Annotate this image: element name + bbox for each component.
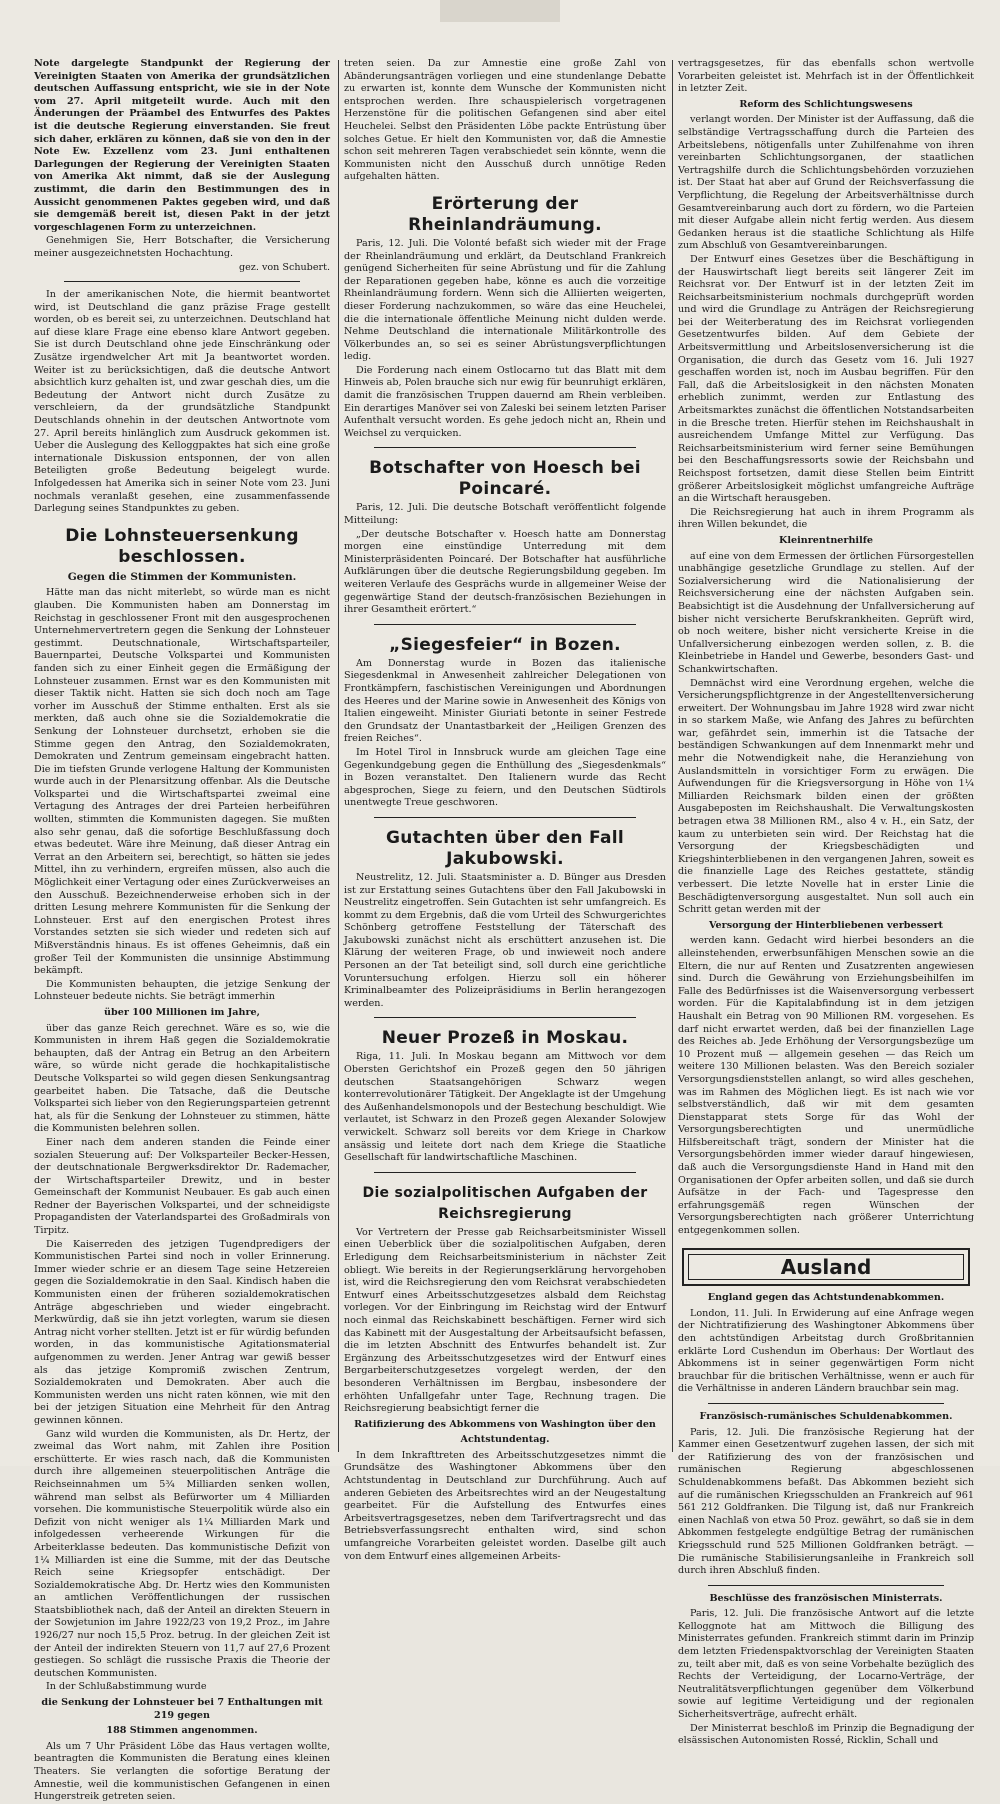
paragraph: Der Ministerrat beschloß im Prinzip die Begnadigung der elsässischen Autonomisten Rossé, Ricklin, Schall und xyxy=(678,1722,974,1747)
subheadline: Gegen die Stimmen der Kommunisten. xyxy=(67,570,297,583)
paragraph: London, 11. Juli. In Erwiderung auf eine Anfrage wegen der Nichtratifizierung des Washingtoner Abkommens über den achtstündigen Arbeitstag durch Großbritannien erklärte Lord Cushendun im Oberhaus: Der Wortlaut des Abkommens ist in seiner gegenwärtigen Form nicht brauchbar für die britischen Verhältnisse, wenn er auch für die Verhältnisse in anderen Ländern brauchbar sein mag. xyxy=(678,1307,974,1395)
paragraph: Die Kaiserreden des jetzigen Tugendpredigers der Kommunistischen Partei sind noch in voller Erinnerung. Immer wieder schrie er an diesem Tage seine Hetzereien gegen die Sozialdemokratie in den Saal. Kindisch haben die Kommunisten einen der früheren sozialdemokratischen Anträge abgeschrieben und wieder eingebracht. Merkwürdig, daß sie ihn jetzt vorlegten, warum sie diesen Antrag nicht vorher stellten. Jetzt ist er für würdig befunden worden, in das kommunistische Agitationsmaterial aufgenommen zu werden. Jener Antrag war gewiß besser als das jetzige Kompromiß zwischen Zentrum, Sozialdemokraten und Demokraten. Aber auch die Kommunisten werden uns nicht raten können, wie mit den bei der jetzigen Situation eine Mehrheit für den Antrag gewinnen können. xyxy=(34,1238,330,1426)
column-middle xyxy=(344,58,666,1562)
headline-moskau: Neuer Prozeß in Moskau. xyxy=(381,1028,629,1049)
divider xyxy=(708,1585,944,1586)
paragraph: verlangt worden. Der Minister ist der Auffassung, daß die selbständige Vertragsschaffung durch die Parteien des Arbeitslebens, nötigenfalls unter Zuhilfenahme von ihren vereinbarten Schlichtungsorganen, der staatlichen Vertragshilfe durch die Schlichtungsbehörden vorzuziehen ist. Der Staat hat aber auf Grund der Reichsverfassung die Verpflichtung, die Regelung der Arbeitsverhältnisse durch Gesamtvereinbarung auch dort zu fördern, wo die Parteien mit dieser Aufgabe allein nicht fertig werden. Aus diesem Gedanken heraus ist die staatliche Schlichtung als Hilfe zum Abschluß von Gesamtvereinbarungen. xyxy=(678,114,974,252)
divider xyxy=(64,281,300,282)
paragraph: Die Forderung nach einem Ostlocarno tut das Blatt mit dem Hinweis ab, Polen brauche sich nur ewig für beunruhigt erklären, damit die französischen Truppen dauernd am Rhein verbleiben. Ein derartiges Manöver sei von Zaleski bei seinem letzten Pariser Aufenthalt versucht worden. Es gehe jedoch nicht an, Rhein und Weichsel zu verquicken. xyxy=(344,364,666,439)
highlight-line: die Senkung der Lohnsteuer bei 7 Enthaltungen mit 219 gegen xyxy=(41,1697,323,1721)
headline-rheinland: Erörterung der Rheinlandräumung. xyxy=(408,193,602,235)
paragraph: Der Entwurf eines Gesetzes über die Beschäftigung in der Hauswirtschaft liegt bereits seit längerer Zeit im Reichsrat vor. Der Entwurf ist in der letzten Zeit im Reichsarbeitsministerium nochmals durchgeprüft worden und wird die Grundlage zu Anträgen der Reichsregierung bei der Weiterberatung des im Reichsrat vorliegenden Gesetzentwurfes bilden. Auf dem Gebiete der Arbeitsvermittlung und Arbeitslosenversicherung ist die Organisation, die durch das Gesetz vom 16. Juli 1927 geschaffen worden ist, noch im Ausbau begriffen. Für den Fall, daß die Arbeitslosigkeit in den nächsten Monaten erheblich zunimmt, werden zur Entlastung des Arbeitsmarktes zunächst die öffentlichen Notstandsarbeiten in die Bresche treten. Hierfür stehen im Reichshaushalt in ausreichendem Umfange Mittel zur Verfügung. Das Reichsarbeitsministerium wird ferner seine Bemühungen bei den Beschaffungsressorts sowie der Reichsbahn und Reichspost fortsetzen, damit diese Stellen beim Eintritt größerer Arbeitslosigkeit möglichst umfangreiche Aufträge an die Wirtschaft herausgeben. xyxy=(678,253,974,505)
paragraph: Die Reichsregierung hat auch in ihrem Programm als ihren Willen bekundet, die xyxy=(678,506,974,531)
paragraph: über das ganze Reich gerechnet. Wäre es so, wie die Kommunisten in ihrem Haß gegen die Sozialdemokratie behaupten, daß der Antrag ein Betrug an den Arbeitern wäre, so würde nicht gerade die hochkapitalistische Deutsche Volkspartei so wild gegen diesen Senkungsantrag gearbeitet haben. Die Tatsache, daß die Deutsche Volkspartei sich lieber von den Regierungsparteien getrennt hat, als für die Senkung der Lohnsteuer zu stimmen, hätte die Kommunisten belehren sollen. xyxy=(34,1022,330,1135)
highlight-line: 188 Stimmen angenommen. xyxy=(106,1725,258,1737)
divider xyxy=(374,1172,636,1173)
paragraph: Im Hotel Tirol in Innsbruck wurde am gleichen Tage eine Gegenkundgebung gegen die Enthüllung des „Siegesdenkmals“ in Bozen veranstaltet. Den Italienern wurde das Recht abgesprochen, Siege zu feiern, und den Deutschen Südtirols unentwegte Treue geschworen. xyxy=(344,746,666,809)
highlight-line: Achtstundentag. xyxy=(460,1434,550,1446)
divider xyxy=(708,1403,944,1404)
paragraph: „Der deutsche Botschafter v. Hoesch hatte am Donnerstag morgen eine einstündige Unterredung mit dem Ministerpräsidenten Poincaré. Der Botschafter hat ausführliche Aufklärungen über die deutsche Regierungsbildung gegeben. Im weiteren Verlaufe des Gesprächs wurde in allgemeiner Weise der gegenwärtige Stand der deutsch-französischen Beziehungen in ihrer Gesamtheit erörtert.“ xyxy=(344,528,666,616)
headline-jakubowski: Gutachten über den Fall Jakubowski. xyxy=(386,827,624,869)
signature: gez. von Schubert. xyxy=(238,261,330,273)
paragraph: vertragsgesetzes, für das ebenfalls schon wertvolle Vorarbeiten geleistet ist. Mehrfach ist in der Öffentlichkeit in letzter Zeit. xyxy=(678,58,974,95)
paragraph: Paris, 12. Juli. Die Volonté befaßt sich wieder mit der Frage der Rheinlandräumung und erklärt, da Deutschland Frankreich genügend Sicherheiten für seine Abrüstung und für die Zahlung der Reparationen gegeben habe, könne es auch die vorzeitige Rheinlandräumung fordern. Wenn sich die Alliierten weigerten, dieser Forderung nachzukommen, so wäre das eine Heuchelei, die die internationale öffentliche Meinung nicht dulden werde. Nehme Deutschland die internationale Militärkontrolle des Völkerbundes an, so sei es seiner Abrüstungsverpflichtungen ledig. xyxy=(344,237,666,363)
paragraph: Paris, 12. Juli. Die französische Antwort auf die letzte Kelloggnote hat am Mittwoch die Billigung des Ministerrates gefunden. Frankreich stimmt darin im Prinzip dem letzten Friedenspaktvorschlag der Vereinigten Staaten zu, teilt aber mit, daß es von seine Vorbehalte bezüglich des Rechts der Verteidigung, der Locarno-Verträge, der Neutralitätsverpflichtungen gegenüber dem Völkerbund sowie auf legitime Verteidigung und der regionalen Sicherheitsverträge, aufrecht erhält. xyxy=(678,1608,974,1721)
headline-bozen: „Siegesfeier“ in Bozen. xyxy=(389,634,621,655)
paragraph: Die Kommunisten behaupten, die jetzige Senkung der Lohnsteuer bedeute nichts. Sie beträgt immerhin xyxy=(34,978,330,1003)
paragraph: In der Schlußabstimmung wurde xyxy=(46,1681,207,1693)
column-left xyxy=(34,58,330,1803)
paragraph: In der amerikanischen Note, die hiermit beantwortet wird, ist Deutschland die ganz präzise Frage gestellt worden, ob es bereit sei, zu unterzeichnen. Deutschland hat auf diese klare Frage eine ebenso klare Antwort gegeben. Sie ist durch Deutschland ohne jede Einschränkung oder Zusätze irgendwelcher Art mit Ja beantwortet worden. Weiter ist zu berücksichtigen, daß die deutsche Antwort absichtlich kurz gehalten ist, und zwar geschah dies, um die Bedeutung der Antwort nicht durch Zusätze zu verschleiern, da der grundsätzliche Standpunkt Deutschlands ohnehin in der deutschen Antwortnote vom 27. April bereits hinlänglich zum Ausdruck gekommen ist. Ueber die Auslegung des Kelloggpaktes hat sich eine große internationale Diskussion entsponnen, der von allen Beteiligten große Bedeutung beigelegt wurde. Infolgedessen hat Amerika sich in seiner Note vom 23. Juni nochmals veranlaßt gesehen, eine zusammenfassende Darlegung seines Standpunktes zu geben. xyxy=(34,289,330,515)
divider xyxy=(374,624,636,625)
paragraph: Hätte man das nicht miterlebt, so würde man es nicht glauben. Die Kommunisten haben am Donnerstag im Reichstag in geschlossener Front mit den ausgesprochenen Unternehmervertretern gegen die Senkung der Lohnsteuer gestimmt. Deutschnationale, Wirtschaftsparteiler, Bauernpartei, Deutsche Volkspartei und Kommunisten fanden sich zu einer Einheit gegen die Ermäßigung der Lohnsteuer zusammen. Ernst war es den Kommunisten mit dieser Taktik nicht. Hatten sie sich doch noch am Tage vorher im Ausschuß der Stimme enthalten. Erst als sie merkten, daß auch ohne sie die Sozialdemokratie die Senkung der Lohnsteuer durchsetzt, erhoben sie die Stimme gegen den Antrag, den Sozialdemokraten, Demokraten und Zentrum gemeinsam eingebracht hatten. Die im tiefsten Grunde verlogene Haltung der Kommunisten wurde auch in der Plenarsitzung offenbar. Als die Deutsche Volkspartei und die Wirtschaftspartei zweimal eine Vertagung des Antrages der drei Parteien herbeiführen wollten, stimmten die Kommunisten dagegen. Sie mußten also sehr genau, daß die sofortige Beschlußfassung doch etwas bedeutet. Wäre ihre Meinung, daß dieser Antrag ein Verrat an den Arbeitern sei, berechtigt, so hätten sie jedes Mittel, ihn zu verhindern, ergreifen müssen, also auch die Möglichkeit einer Vertagung oder eines Zurückverweises an den Ausschuß. Bezeichnenderweise erhoben sich in der dritten Lesung mehrere Kommunisten für die Senkung der Lohnsteuer. Erst auf den energischen Protest ihres Vorstandes setzten sie sich wieder und redeten sich auf Mißverständnis hinaus. Es ist offenes Geheimnis, daß ein großer Teil der Kommunisten die unsinnige Abstimmung bekämpft. xyxy=(34,587,330,977)
paragraph: Demnächst wird eine Verordnung ergehen, welche die Versicherungspflichtgrenze in der Angestelltenversicherung erweitert. Der Wohnungsbau im Jahre 1928 wird zwar nicht in so starkem Maße, wie Anfang des Jahres zu befürchten war, gefährdet sein, immerhin ist die Tatsache der beständigen Schwankungen auf dem Innenmarkt mehr und mehr die Notwendigkeit nahe, die Heranziehung von Auslandsmitteln in vorsichtiger Form zu erwägen. Die Aufwendungen für die Kriegsversorgung in Höhe von 1¼ Milliarden Reichsmark bilden einen der größten Ausgabeposten im Reichshaushalt. Die Verwaltungskosten betragen etwa 38 Millionen RM., also 4 v. H., ein Satz, der kaum zu unterbieten sein wird. Der Reichstag hat die Versorgung der Kriegsbeschädigten und Kriegshinterbliebenen in den vergangenen Jahren, soweit es die finanzielle Lage des Reiches gestattete, ständig verbessert. Die letzte Novelle hat in erster Linie die Beschädigtenversorgung ausgestaltet. Nun soll auch ein Schritt getan werden mit der xyxy=(678,677,974,916)
paragraph: Genehmigen Sie, Herr Botschafter, die Versicherung meiner ausgezeichnetsten Hochachtung. xyxy=(34,235,330,259)
highlight-line: Ratifizierung des Abkommens von Washington über den xyxy=(354,1418,656,1430)
subheadline: Kleinrentnerhilfe xyxy=(779,534,873,546)
headline-sozialpolitik: Die sozialpolitischen Aufgaben der Reichsregierung xyxy=(362,1184,648,1222)
column-rule xyxy=(338,60,339,1452)
paragraph: Ganz wild wurden die Kommunisten, als Dr. Hertz, der zweimal das Wort nahm, mit Zahlen ihre Position erschütterte. Er wies rasch nach, daß die Kommunisten durch ihre allgemeinen steuerpolitischen Anträge die Reichseinnahmen um 5¾ Milliarden senken wollen, während man selbst als Befürworter um 4 Milliarden vorsehen. Die kommunistische Steuerpolitik würde also ein Defizit von nicht weniger als 1¼ Milliarden Mark und infolgedessen verheerende Wirkungen für die Arbeiterklasse bedeuten. Das kommunistische Defizit von 1¼ Milliarden ist eine die Summe, mit der das Deutsche Reich seine Kriegsopfer entschädigt. Der Sozialdemokratische Abg. Dr. Hertz wies den Kommunisten an amtlichen Veröffentlichungen der russischen Staatsbibliothek nach, daß der Anteil an direkten Steuern in der Sowjetunion im Jahre 1922/23 von 19,2 Proz., im Jahre 1926/27 nur noch 15,5 Proz. betrug. In der gleichen Zeit ist der Anteil der indirekten Steuern von 11,7 auf 27,6 Prozent gestiegen. So schlägt die russische Praxis die Theorie der deutschen Kommunisten. xyxy=(34,1428,330,1679)
section-box-ausland xyxy=(682,1248,970,1287)
subheadline: Reform des Schlichtungswesens xyxy=(739,98,913,110)
subheadline: Französisch-rumänisches Schuldenabkommen. xyxy=(699,1410,953,1422)
paragraph: treten seien. Da zur Amnestie eine große Zahl von Abänderungsanträgen vorliegen und eine stundenlange Debatte zu erwarten ist, konnte dem Wunsche der Kommunisten nicht entsprochen werden. Ihre schauspielerisch vorgetragenen Herzenstöne für die politischen Gefangenen sind aber eitel Heuchelei. Selbst den Präsidenten Löbe packte Entrüstung über solches Getue. Er hielt den Kommunisten vor, daß die Amnestie schon seit mehreren Tagen verabschiedet sein könnte, wenn die Kommunisten nicht den Ausschuß durch unnötige Reden aufgehalten hätten. xyxy=(344,58,666,183)
subheadline: England gegen das Achtstundenabkommen. xyxy=(707,1292,945,1304)
paragraph: Am Donnerstag wurde in Bozen das italienische Siegesdenkmal in Anwesenheit zahlreicher Delegationen von Frontkämpfern, faschistischen Vereinigungen und Abordnungen des Heeres und der Marine sowie in Anwesenheit des Königs von Italien eingeweiht. Minister Giuriati betonte in seiner Festrede den Grundsatz der Unantastbarkeit der „Heiligen Grenzen des freien Reiches“. xyxy=(344,657,666,745)
paragraph: Als um 7 Uhr Präsident Löbe das Haus vertagen wollte, beantragten die Kommunisten die Beratung eines kleinen Theaters. Sie verlangten die sofortige Beratung der Amnestie, weil die kommunistischen Gefangenen in einen Hungerstreik getreten seien. xyxy=(34,1740,330,1803)
headline-lohnsteuer: Die Lohnsteuersenkung beschlossen. xyxy=(65,525,299,567)
paragraph: Note dargelegte Standpunkt der Regierung der Vereinigten Staaten von Amerika der grundsätzlichen deutschen Auffassung entspricht, wie sie in der Note vom 27. April mitgeteilt wurde. Auch mit den Änderungen der Präambel des Entwurfes des Paktes ist die deutsche Regierung einverstanden. Sie freut sich daher, erklären zu können, daß sie von den in der Note Ew. Exzellenz vom 23. Juni enthaltenen Darlegungen der Regierung der Vereinigten Staaten von Amerika Akt nimmt, daß sie der Auslegung zustimmt, die darin den Bestimmungen des in Aussicht genommenen Paktes gegeben wird, und daß sie demgemäß bereit ist, diesen Pakt in der jetzt vorgeschlagenen Form zu unterzeichnen. xyxy=(34,58,330,233)
headline-hoesch: Botschafter von Hoesch bei Poincaré. xyxy=(369,458,641,500)
divider xyxy=(374,447,636,448)
divider xyxy=(374,817,636,818)
paragraph: Riga, 11. Juli. In Moskau begann am Mittwoch vor dem Obersten Gerichtshof ein Prozeß gegen den 50 jährigen deutschen Staatsangehörigen Schwarz wegen konterrevolutionärer Tätigkeit. Der Angeklagte ist der Umgehung des Außenhandelsmonopols und der Bestechung beschuldigt. Wie verlautet, ist Schwarz in den Prozeß gegen Alexander Solowjew verwickelt. Schwarz soll bereits vor dem Kriege in Charkow ansässig und leitete dort nach dem Kriege die Staatliche Gesellschaft für landwirtschaftliche Maschinen. xyxy=(344,1051,666,1164)
column-right xyxy=(678,58,974,1747)
paragraph: Vor Vertretern der Presse gab Reichsarbeitsminister Wissell einen Ueberblick über die sozialpolitischen Aufgaben, deren Erledigung dem Reichsarbeitsministerium in nächster Zeit obliegt. Wie bereits in der Regierungserklärung hervorgehoben ist, wird die Reichsregierung den vom Reichsrat verabschiedeten Entwurf eines Arbeitsschutzgesetzes alsbald dem Reichstag vorlegen. Vor der Einbringung im Reichstag wird der Entwurf noch einmal das Reichskabinett beschäftigen. Ferner wird sich das Kabinett mit der Ausgestaltung der Arbeitsaufsicht befassen, die im letzten Abschnitt des Entwurfes behandelt ist. Zur Ergänzung des Arbeitsschutzgesetzes wird der Entwurf eines Bergarbeiterschutzgesetzes vorgelegt werden, der den besonderen Verhältnissen im Bergbau, insbesondere der erhöhten Unfallgefahr unter Tage, Rechnung tragen. Die Reichsregierung beabsichtigt ferner die xyxy=(344,1226,666,1415)
subheadline: Versorgung der Hinterbliebenen verbessert xyxy=(708,919,943,931)
highlight-line: über 100 Millionen im Jahre, xyxy=(104,1006,260,1018)
paragraph: Paris, 12. Juli. Die deutsche Botschaft veröffentlicht folgende Mitteilung: xyxy=(344,502,666,527)
paragraph: Einer nach dem anderen standen die Feinde einer sozialen Steuerung auf: Der Volksparteiler Becker-Hessen, der deutschnationale Bergwerksdirektor Dr. Rademacher, der Wirtschaftsparteiler Drewitz, und in bester Gemeinschaft der Kommunist Neubauer. Es gab auch einen Redner der Bayerischen Volkspartei, und der schneidigste Propagandisten der Vaterlandspartei des Großadmirals von Tirpitz. xyxy=(34,1136,330,1237)
paragraph: werden kann. Gedacht wird hierbei besonders an die alleinstehenden, erwerbsunfähigen Menschen sowie an die Eltern, die nur auf Renten und Zusatzrenten angewiesen sind. Durch die Gewährung von Erziehungsbeihilfen im Falle des Bedürfnisses ist die Waisenversorgung verbessert worden. Für die Kapitalabfindung ist in dem jetzigen Haushalt ein Betrag von 90 Millionen RM. vorgesehen. Es darf nicht erwartet werden, daß bei der finanziellen Lage des Reiches ab. Jede Erhöhung der Versorgungsbezüge um 10 Prozent muß — allgemein gesehen — das Reich um weitere 130 Millionen belasten. Was den Bereich sozialer Versorgungsdienststellen anlangt, so wird alles geschehen, was im Rahmen des Möglichen liegt. Es ist nach wie vor selbstverständlich, daß wir mit dem gesamten Dienstapparat stets Sorge für das Wohl der Versorgungsberechtigten und unermüdliche Hilfsbereitschaft trägt, sondern der Minister hat die Versorgungsbehörden immer wieder darauf hingewiesen, daß auch die Versorgungsdienste Hand in Hand mit den Organisationen der Opfer arbeiten sollen, und daß sie durch Aufsätze in der Fach- und Tagespresse den erfahrungsgemäß regen Wünschen der Versorgungsberechtigten nach größerer Unterrichtung entgegenkommen sollen. xyxy=(678,935,974,1237)
torn-edge-mark xyxy=(440,0,560,22)
column-rule xyxy=(672,60,673,1452)
section-title: Ausland xyxy=(688,1254,964,1281)
paragraph: Paris, 12. Juli. Die französische Regierung hat der Kammer einen Gesetzentwurf zugehen lassen, der sich mit der Ratifizierung des von der französischen und rumänischen Regierung abgeschlossenen Schuldenabkommens befaßt. Das Abkommen bezieht sich auf die rumänischen Kriegsschulden an Frankreich auf 961 561 212 Goldfranken. Die Tilgung ist, daß nur Frankreich einen Nachlaß von etwa 50 Proz. gewährt, so daß sie in dem Abkommen festgelegte endgültige Betrag der rumänischen Kriegsschuld rund 525 Millionen Goldfranken beträgt. — Die rumänische Stabilisierungsanleihe in Frankreich soll durch ihren Abschluß finden. xyxy=(678,1426,974,1577)
paragraph: Neustrelitz, 12. Juli. Staatsminister a. D. Bünger aus Dresden ist zur Erstattung seines Gutachtens über den Fall Jakubowski in Neustrelitz eingetroffen. Sein Gutachten ist sehr umfangreich. Es kommt zu dem Ergebnis, daß die vom Urteil des Schwurgerichtes Schönberg getroffene Feststellung der Täterschaft des Jakubowski zunächst nicht als erschüttert anzusehen ist. Die Klärung der weiteren Frage, ob und inwieweit noch andere Personen an der Tat beteiligt sind, soll durch eine gerichtliche Voruntersuchung erfolgen. Hierzu soll ein höherer Kriminalbeamter des Polizeipräsidiums in Berlin herangezogen werden. xyxy=(344,871,666,1009)
paragraph: auf eine von dem Ermessen der örtlichen Fürsorgestellen unabhängige gesetzliche Grundlage zu stellen. Auf der Sozialversicherung wird die Nationalisierung der Reichsversicherung eine der nächsten Aufgaben sein. Beabsichtigt ist die Ausdehnung der Unfallversicherung auf bisher nicht versicherte Berufskrankheiten. Geprüft wird, ob noch weitere, bisher nicht versicherte Kreise in die Unfallversicherung einbezogen werden sollen, z. B. die Kleinbetriebe in Handel und Gewerbe, besonders Gast- und Schankwirtschaften. xyxy=(678,550,974,675)
divider xyxy=(374,1017,636,1018)
subheadline: Beschlüsse des französischen Ministerrats. xyxy=(709,1592,943,1604)
paragraph: In dem Inkrafttreten des Arbeitsschutzgesetzes nimmt die Grundsätze des Washingtoner Abkommens über den Achtstundentag in Deutschland zur Durchführung. Auch auf anderen Gebieten des Arbeitsrechtes wird an der Neugestaltung gearbeitet. Für die Aufstellung des Entwurfes eines Arbeitsvertragsgesetzes, neben dem Tarifvertragsrecht und das Betriebsverfassungsrecht enthalten wird, sind schon umfangreiche Vorarbeiten geleistet worden. Daselbe gilt auch von dem Entwurf eines allgemeinen Arbeits- xyxy=(344,1449,666,1562)
